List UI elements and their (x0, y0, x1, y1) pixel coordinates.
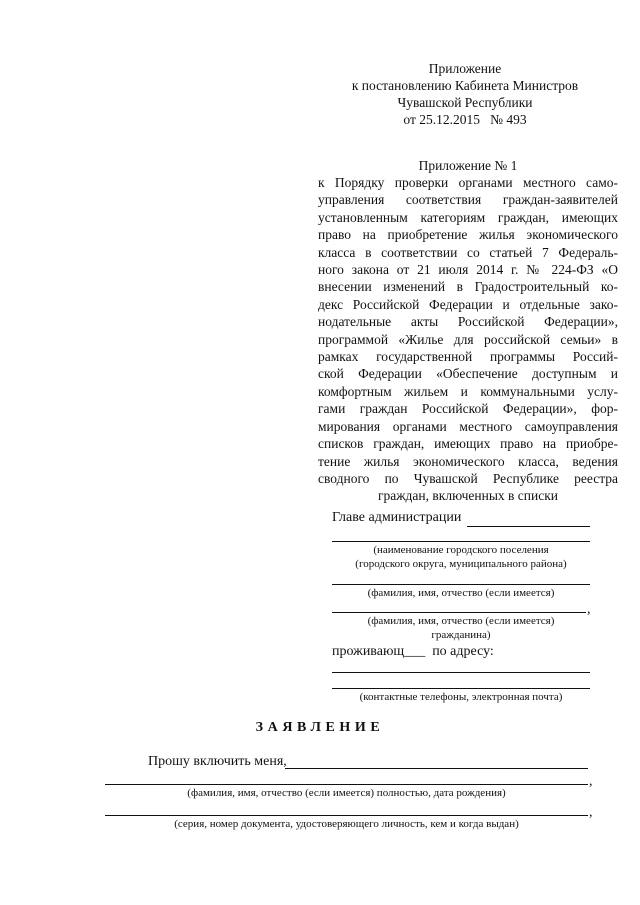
appendix-1-line: класса в соответствии со статьей 7 Федераль- (318, 244, 618, 260)
address-line-1[interactable] (332, 672, 590, 673)
applicant-fio-hint-2: гражданина) (431, 629, 491, 641)
appendix-1-line: управления соответствия граждан-заявителей (318, 192, 618, 208)
appendix-header-line3: Чувашской Республики (397, 95, 533, 110)
applicant-fio-comma: , (587, 602, 591, 617)
appendix-1-line: рамках государственной программы Россий- (318, 349, 618, 365)
statement-title-wrap (200, 718, 440, 736)
appendix-1-line: к Порядку проверки органами местного само- (318, 175, 618, 190)
statement-title: ЗАЯВЛЕНИЕ (255, 720, 385, 735)
fio-birth-comma: , (589, 774, 593, 789)
document-hint: (серия, номер документа, удостоверяющего личность, кем и когда выдан) (174, 818, 519, 830)
residing-label: проживающ___ по адресу: (332, 644, 494, 659)
appendix-1-line: нодательные акты Российской Федерации», (318, 314, 618, 330)
appendix-1-line: право на приобретение жилья экономического (318, 227, 618, 243)
appendix-1-line: мирования органами местного самоуправления (318, 418, 618, 434)
settlement-hint-2: (городского округа, муниципального района) (355, 558, 567, 570)
request-fio-line[interactable] (285, 768, 588, 769)
appendix-1-text (318, 174, 618, 505)
appendix-1-title: Приложение № 1 (418, 158, 518, 173)
appendix-1-line: списков граждан, имеющих право на приобре- (318, 436, 618, 452)
fio-birth-hint: (фамилия, имя, отчество (если имеется) полностью, дата рождения) (187, 787, 506, 799)
head-fio-hint: (фамилия, имя, отчество (если имеется) (367, 587, 555, 599)
appendix-header (300, 60, 630, 128)
appendix-1-line: внесении изменений в Градостроительный ко- (318, 279, 618, 295)
appendix-1-line: тение жилья экономического класса, ведения (318, 453, 618, 469)
fio-birth-line[interactable] (105, 784, 588, 785)
appendix-1-line: декс Российской Федерации и отдельные зако- (318, 296, 618, 312)
settlement-name-line[interactable] (332, 541, 590, 542)
appendix-1-line: ного закона от 21 июля 2014 г. № 224-ФЗ «О (318, 262, 618, 278)
appendix-1-line: комфортным жильем и коммунальными услу- (318, 383, 618, 399)
appendix-1-line: программой «Жилье для российской семьи» в (318, 331, 618, 347)
request-label: Прошу включить меня, (148, 754, 287, 769)
applicant-fio-line[interactable] (332, 612, 586, 613)
appendix-header-line2: к постановлению Кабинета Министров (351, 78, 579, 93)
contacts-hint: (контактные телефоны, электронная почта) (359, 691, 563, 703)
appendix-header-line4: от 25.12.2015 № 493 (403, 112, 527, 127)
settlement-hint-1: (наименование городского поселения (373, 544, 549, 556)
appendix-1-line: граждан, включенных в списки (377, 488, 559, 504)
appendix-header-line1: Приложение (428, 61, 502, 76)
appendix-1-line: сводного по Чувашской Республике реестра (318, 470, 618, 486)
applicant-fio-hint-1: (фамилия, имя, отчество (если имеется) (367, 615, 555, 627)
document-comma: , (589, 805, 593, 820)
to-head-label: Главе администрации (332, 510, 462, 525)
appendix-1-line: ской Федерации «Обеспечение доступным и (318, 366, 618, 382)
appendix-1-line: установленным категориям граждан, имеющих (318, 209, 618, 225)
appendix-1-line: гами граждан Российской Федерации», фор- (318, 401, 618, 417)
head-fio-line[interactable] (332, 584, 590, 585)
address-line-2[interactable] (332, 688, 590, 689)
head-admin-line[interactable] (467, 526, 590, 527)
document-line[interactable] (105, 815, 588, 816)
